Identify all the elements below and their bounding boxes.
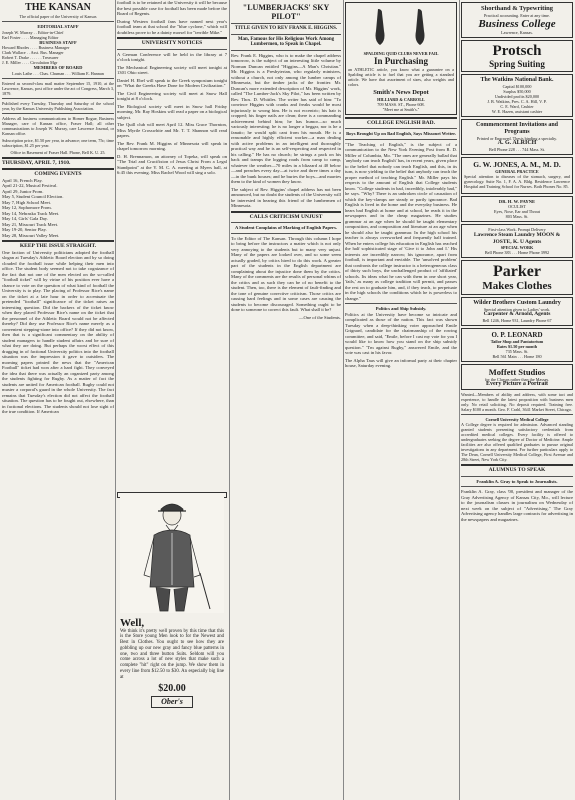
football-note: During Western football fans have named next year's football team at that school the "blue cyclone," which will doubtless prove to be a dainty morsel for "terrible Mike." — [117, 18, 227, 35]
lead-subhead-2: Man, Famous for His Religious Work Among Lumbermen, to Speak in Chapel. — [237, 36, 335, 47]
board-line: Louis Lathe . . . Chas. Chuman . . . William E. Hannan — [12, 70, 104, 76]
spalding-banner: SPALDING QUID CLUBS NEVER FAIL — [363, 50, 439, 56]
column-4 — [345, 0, 457, 371]
laundry-line: First-class Work. Prompt Delivery — [488, 227, 546, 232]
shop-owners: HILLIARD & CARROLL — [377, 96, 425, 102]
events-heading: COMING EVENTS — [34, 171, 82, 177]
business-heading: BUSINESS STAFF — [39, 39, 77, 45]
ad-headline: Well, — [120, 616, 145, 629]
doctor-ad — [461, 157, 573, 194]
moffett-ad — [461, 364, 573, 391]
lead-body: Rev. Frank E. Higgins, who is to make the chapel address tomorrow, is the subject of an interesting little volume by Norman Duncan entitled "Higgins—A Man's Christian." Mr. Higgins is a Presbyterian, who regularly ministers, without a church, not only among the lumber camps of Minnesota, but the timber jacks of the frontier. Mr. Duncan's more extended description of Mr. Higgins' work, called "The Lumber-Jack's Sky Pilot," has been written by Rev. Thos. D. Whittles. The writer has said of him: "To convince Higgins with cranks and freaks would be most injuriously to wrong him. He is not eccentric; his hair is cropped; his finger nails are clean; there is a commanding achievement behind him; he has humor—so much variously interesting; he is no longer a beggar, nor is he a fanatic; he would split cant from his mouth. He is a reasonable and highly efficient worker—a man dealing with active problems in an intelligent and thoroughly practical way and he is an self-respecting and respected in his calling." He has no church; he strings a pack on his back and tramps the logging roads from camp to camp, whatever the weather—70 miles in a blizzard at 40 below—and preaches every day—at twice and three times a day—in the bunk houses; and he buries the boys—and marries them to the kind of women they know. — [231, 52, 341, 184]
office-notice: Office in Basement of Fraser Hall. Phone, Bell K. U. 25. — [10, 149, 106, 155]
oculist-address: 803 Mass. St. — [505, 214, 529, 219]
event-item: May 7, High School Meet. — [2, 199, 51, 205]
board-heading: MEMBERS OF BOARD — [33, 65, 83, 70]
notice-item: The Biological society will meet in Snow hall Friday morning. Mr. Ray Hoskins will read a paper on a biological subject. — [117, 103, 227, 120]
lead-subhead: TITLE GIVEN TO REV FRANK E. HIGGINS. — [234, 26, 338, 31]
invitations-ad — [461, 119, 573, 155]
notices-heading: UNIVERSITY NOTICES — [141, 40, 203, 46]
bank-line: Surplus $50,000 — [503, 89, 531, 94]
english-body: "The Teaching of English," is the subject of a communication to the New York Evening Post from R. D. Miller of Columbia, Mo. "The ones are generally ballad that 'anybody can teach English' has, in recent years, given place to the belief that nobody can teach English, and this, in its turn, is now yielding to the belief that anybody can teach the proper method of teaching English." Mr. Miller pays his respects to the amount of English that College students know. "College students in bad, incredibly, intolerably bad," he says. "Why? There is an unbroken circle of causation of which the key-clamps are steady or partly ignorance. Bad English is lived in the home and the everyday business. He hears bad English at home and at school, he reads it in the newspapers and in the cheap magazines. He studies grammar at an age when he should be taught elementary composition, and composition and literature at an age when he should also be taught grammar. In the high school his teacher is always overworked and frequently half trained. When he enters college his education in English has reached the half sophisticated stage of 'Give it to John and I.' His interests are incredibly narrow; his ignorance, apart from football, is important and enviable. The 'unsolved problem' that confronts the college instructor is a heterogeneous class of thirty such boys, the unchallenged product of 'affiliated' schools. Its ideas what he can with them in one short year, 'fails,' as many as college tradition will permit, and passes the rest on to graduate him, and, if they teach, to perpetuate in the high schools the conditions which he is powerless to change." — [345, 141, 457, 301]
spalding-ad — [345, 2, 457, 115]
bank-ad — [461, 74, 573, 117]
cornell-heading: Cornell University Medical College — [485, 417, 549, 422]
event-item: May 14, Nebraska Track Meet. — [2, 210, 60, 216]
doctor-name: G. W. JONES, A. M., M. D. — [473, 159, 561, 169]
moffett-tagline: Every Picture a Portrait — [485, 380, 549, 387]
column-rule — [115, 0, 116, 800]
column-2 — [117, 0, 227, 706]
oculist-ad — [461, 196, 573, 223]
event-item: May 28, Missouri Valley Meet. — [2, 232, 60, 238]
politics-body: Politics at the University have become so intricate and complicated as those of the nation. This fact was shown Tuesday when a deep-thinking voter approached Emile Grignard, candidate for the chairmanship of the rowing committee, and said, "Emile, before I cast my vote for you I would like to know how you stand on the ship subsidy question." "I'm against Rugby," answered Emile, and the vote was cast in his favor. — [345, 311, 457, 355]
event-item: April 16, French Play. — [2, 177, 43, 183]
invitations-heading: Commencement Invitations and Programs — [476, 122, 558, 135]
protsch-ad — [461, 40, 573, 72]
invitations-body: Printed or Engraved. Thesis binding a specialty. — [476, 136, 558, 141]
laundry-special: SPECIAL WORK — [500, 245, 534, 250]
column-1 — [2, 0, 114, 417]
wilder-phones: Bell 1246, Home 931, Laundry Phone 67 — [482, 317, 552, 323]
cornell-body: A College degree is required for admission. Advanced standing granted students presenting satisfactory credentials from accredited medical colleges. Every facility is offered to undergraduates seeking the degree of Doctor of Medicine. Ample facilities are also offered qualified graduates to pursue original investigations in any department. For further particulars apply to The Dean, Cornell University Medical College, First Avenue and 28th Street, New York City. — [461, 422, 573, 462]
staff-line: Joseph W. Murray . . Editor-in-Chief — [2, 29, 64, 35]
column-5 — [461, 0, 573, 524]
business-line: Robert T. Drake . . . . . . Treasurer — [2, 55, 59, 60]
oculist-specialty: Eyes, Nose, Ear and Throat — [494, 209, 540, 214]
business-college-logo: Business College — [478, 18, 556, 30]
column-rule — [459, 0, 460, 800]
bank-line: C. E. Ward, Cashier — [500, 104, 534, 109]
indian-clubs-illustration — [348, 5, 452, 49]
lead-body-2: The subject of Rev. Higgins' chapel address has not been announced, but no doubt the students of the University will be interested in hearing this friend of the lumbermen of Minnesota. — [231, 186, 341, 208]
business-line: Clark Wallace . . Asst. Bus. Manager — [2, 50, 64, 55]
business-college-city: Lawrence, Kansas. — [501, 30, 533, 35]
bank-heading: The Watkins National Bank. — [480, 77, 554, 83]
subscription-notice: Subscription price, $1.50 per year, in advance; one term, 75c; time subscription, $1.25 per year. — [2, 137, 114, 148]
laundry-name: Lawrence Steam Laundry MOON & JOSTE, K. U Agents — [473, 232, 561, 245]
lead-headline: "LUMBERJACKS' SKY PILOT" — [242, 3, 330, 21]
leonard-name: O. P. LEONARD — [491, 330, 543, 339]
clothing-ad — [117, 492, 227, 706]
wanted-ad: Wanted—Members of ability and address, with some tact and experience, to handle the latest proposition with business men only. No retail soliciting. No deposit required. Training free. Salary $100 a month. Geo. F. Crahl, 3641 Market Street, Chicago. — [461, 392, 573, 412]
doctor-specialty: GENERAL PRACTICE — [495, 168, 539, 174]
business-college-ad — [461, 2, 573, 38]
staff-heading: EDITORIAL STAFF — [37, 24, 79, 29]
english-subhead: Boys Brought Up on Bad English, Says Missouri Writer. — [346, 131, 456, 136]
criticism-heading: CALLS CRITICISM UNJUST — [249, 213, 323, 220]
english-heading: COLLEGE ENGLISH BAD. — [366, 119, 435, 126]
moffett-name: Moffett Studios — [488, 366, 546, 377]
event-item: May 14, Girls' Gala Day. — [2, 216, 48, 221]
leonard-shop: Tailor Shop and Pantatorium — [490, 338, 544, 344]
bank-line: Capital $100,000 — [502, 84, 532, 89]
leonard-ad — [461, 328, 573, 362]
address-notice: Address all business communications to Homer Rogue, Business Manager, care of Kansan office, Fraser Hall; all other communications to Joseph W. Murray, care Lawrence Journal, or Kansan office. — [2, 115, 114, 136]
business-line: Howard Rhodes . . . . Business Manager — [2, 45, 70, 50]
column-3 — [231, 0, 341, 320]
notice-item: D. H. Brennamon, an attorney of Topeka, will speak on "The Trial and Crucifixion of Jesus Christ From a Legal Standpoint" at the Y. M. C. A. meeting at Myers hall, at 6:45 this evening. Miss Rachel Wood will sing a solo. — [117, 153, 227, 175]
shop-address: 709 MASS. ST., Phone 608. — [377, 101, 425, 107]
event-item: May 5, Student Council Election. — [2, 194, 64, 199]
moffett-body: for the Classes rather than the Masses. — [484, 376, 550, 382]
leonard-rates: Rates $1.50 per month — [496, 343, 538, 349]
masthead: THE KANSAN — [25, 2, 91, 13]
wilder-body: Special attention given to Ladies' work. — [483, 307, 551, 312]
alumni-subhead: Franklin A. Gray to Speak to Journalists. — [476, 478, 558, 484]
criticism-body: To the Editor of The Kansan. Through this column I hope to bring before the instructors a matter which is not only very annoying to the students but to many very unjust. Many of the papers are looked over, and so some seem actually graded, by critics hired to do this work. A greater part of the students in the English department are complaining about the injustice done them by the critics. Many of the comments are the results of personal whims of the critics and as such they can be of no benefit to the student. Then, too, there is the element of fault-finding and the tone of genuine corrective criticism. Those critics are causing hard feelings and in some cases are causing the students to become discouraged. Something ought to be done to someone to correct this fault. What shall it be? — [231, 235, 341, 312]
wilder-ad — [461, 297, 573, 326]
event-item: May 21, Missouri Track Meet. — [2, 221, 59, 227]
invitations-address: Bell Phone 228 . . . 744 Mass. St. — [489, 146, 545, 152]
bank-line: Undivided profits $20,000 — [494, 94, 540, 99]
notice-item: The Rev. Frank M. Higgins of Minnesota will speak in chapel tomorrow morning. — [117, 140, 227, 151]
staff-line: Earl Foster . . . . Managing Editor — [2, 34, 59, 40]
alumni-heading: ALUMNUS TO SPEAK — [488, 467, 546, 473]
criticism-subhead: A Student Complains of Marking of English Papers. — [234, 225, 338, 230]
bank-line: J. B. Watkins, Pres. C. A. Hill, V. P. — [487, 99, 547, 104]
politics-heading: Politics and Ship Subsidy. — [375, 306, 427, 311]
notice-item: Daniel H. Ebel will speak to the Greek symposium tonight on "What the Greeks Have Done for Modern Civilization." — [117, 77, 227, 88]
ad-body: We think it's pretty well proven by this time that this is the Store young Men look to for the Newest and Best in Clothes. You ought to see how they are gobbling up our new gray and fancy blue patterns in one, two and three button Suits. Seldom will you come across a lot of new styles that make such a complete "hit" right on the jump. We show them in every line from $12.50 to $30. An especially big line at — [120, 628, 224, 680]
event-item: May 12, Sophomore Prom. — [2, 205, 52, 210]
criticism-signature: —One of the Students. — [298, 314, 341, 320]
protsch-tagline: Spring Suiting — [489, 59, 545, 69]
gentleman-illustration — [120, 497, 224, 613]
oculist-name: DR. H. W. PAYNE — [498, 198, 536, 204]
leonard-phones: Bell 561 Main . . . Home 180 — [492, 353, 542, 359]
notice-item: A German Conference will be held in the library at 7 o'clock tonight. — [117, 51, 227, 62]
oculist-title: OCULIST — [508, 204, 526, 209]
dateline: THURSDAY, APRIL 7, 1910. — [2, 159, 71, 166]
football-continued: football is to be retained at the University it will be because the best possible case for football has been made before the Board of Regents. — [117, 0, 227, 16]
notice-item: The Civil Engineering society will meet at Snow Hall tonight at 8 o'clock. — [117, 90, 227, 101]
published-notice: Published every Tuesday, Thursday and Saturday of the school year, by the Kansas University Publishing Association. — [2, 100, 114, 111]
shop-slogan: "Meet me at Smith's." — [382, 106, 420, 112]
wilder-name: Wilder Brothers Custom Laundry — [473, 300, 561, 306]
masthead-subtitle: The official paper of the University of Kansas — [19, 14, 97, 19]
editorial-body: One faction of University politicians adopted the football slogan at Tuesday's Athletic Board election and by so doing clouded the football issue while helping their men into office. The student body seemed not to take cognizance of the fact that not one of the men elected on the so-called "football ticket" will by virtue of his position ever have a chance to vote on the question of what kind of football the University is to play. The placing of Professor Rice's name on the ticket at a late hour in order to accentuate the pretended "football" significance of the ticket raises an interesting question. Did the backers of the ticket know when they placed Professor Rice's name on the ticket that the personnel of the Athletic Board would not be affected thereby? Did they use Professor Rice's name merely as a convenient stepping-stone into office? If they did not know, then that is a significant commentary on the ability of student managers to handle student affairs and be sure of what they are doing. But perhaps the worst effect of this dragging in of factional University politics into the football situation was the impression it gave to outsiders. The morning papers printed the news that the "American Football" ticket had won after a hard fight. They conveyed the idea that there was actually an organized party among the students fighting for Rugby. As a matter of fact the students are united for American football. Rugby could not muster a corporal's guard in the whole University. The fact remains that Tuesday's election did not affect the football situation. The question has to be fought out, elsewhere, than in factional elections. The students should not lose sight of the true condition. If American — [2, 249, 114, 414]
parker-ad — [461, 260, 573, 295]
ad-price: $20.00 — [158, 682, 186, 694]
business-line: J. E. Miller . . . . Circulation Mgr — [2, 60, 58, 65]
event-item: May 19-20, Senior Play. — [2, 227, 47, 232]
shorthand-heading: Shorthand & Typewriting — [481, 5, 553, 12]
notice-item: The Quill club will meet April 12. Miss Grace Thornton, Miss Myrtle Crosswhite and Mr. T. T. Shannon will read papers. — [117, 122, 227, 138]
doctor-body: Special attention to diseases of the stomach, surgery, and gynecology. Suite No. 1, F. A. A. Bldg. Residence Lawrence Hospital and Training School for Nurses. Both Phones No. 85. — [464, 173, 570, 189]
editorial-heading: KEEP THE ISSUE STRAIGHT. — [19, 243, 97, 249]
parker-tagline: Makes Clothes — [482, 280, 552, 292]
protsch-name: Protsch — [492, 43, 542, 59]
column-rule — [229, 0, 230, 800]
alumni-body: Franklin A. Gray, class '00, president and manager of the Gray Advertising Agency of Kansas City, Mo., will lecture to the journalism classes in journalism on Wednesday of next week on the subject of "Advertising." The Gray Advertising agency handles large contracts for advertising in the newspapers and magazines. — [461, 489, 573, 522]
laundry-phones: Bell Phone 383 . . . Home Phone 3992 — [484, 250, 550, 255]
alpha-tau-note: The Alpha Taus will give an informal party at their chapter house, Saturday evening. — [345, 357, 457, 368]
spalding-title: In Purchasing — [373, 55, 429, 66]
invitations-name: A. G. ALRICH — [497, 140, 537, 146]
parker-name: Parker — [493, 263, 541, 280]
event-item: April 29, Junior Prom. — [2, 188, 44, 194]
shorthand-body: Practical accounting. Enter at any time. — [484, 13, 550, 18]
leonard-address: 735 Mass. St. — [505, 348, 529, 354]
laundry-ad — [461, 224, 573, 258]
events-list — [2, 178, 114, 239]
entered-notice: Entered as second-class mail matter September 15, 1910, at the Lawrence, Kansas, post office under the act of Congress, March 3, 1879. — [2, 80, 114, 96]
bank-line: W. E. Hazen, assistant cashier — [491, 109, 543, 114]
event-item: April 21-22, Musical Festival. — [2, 183, 58, 188]
shop-name: Smith's News Depot — [373, 88, 429, 96]
ad-store-logo: Ober's — [151, 696, 193, 708]
wilder-agents: Carpenter & Arnold, Agents — [483, 311, 551, 317]
spalding-body: an ATHLETIC article, you know what a guarantee on a Spalding article is to fuel that you are getting a standard article. We have that assortment of sizes, also weights and colors. — [348, 66, 454, 87]
notice-item: The Mechanical Engineering society will meet tonight at 1301 Ohio street. — [117, 64, 227, 75]
column-rule — [343, 0, 344, 800]
